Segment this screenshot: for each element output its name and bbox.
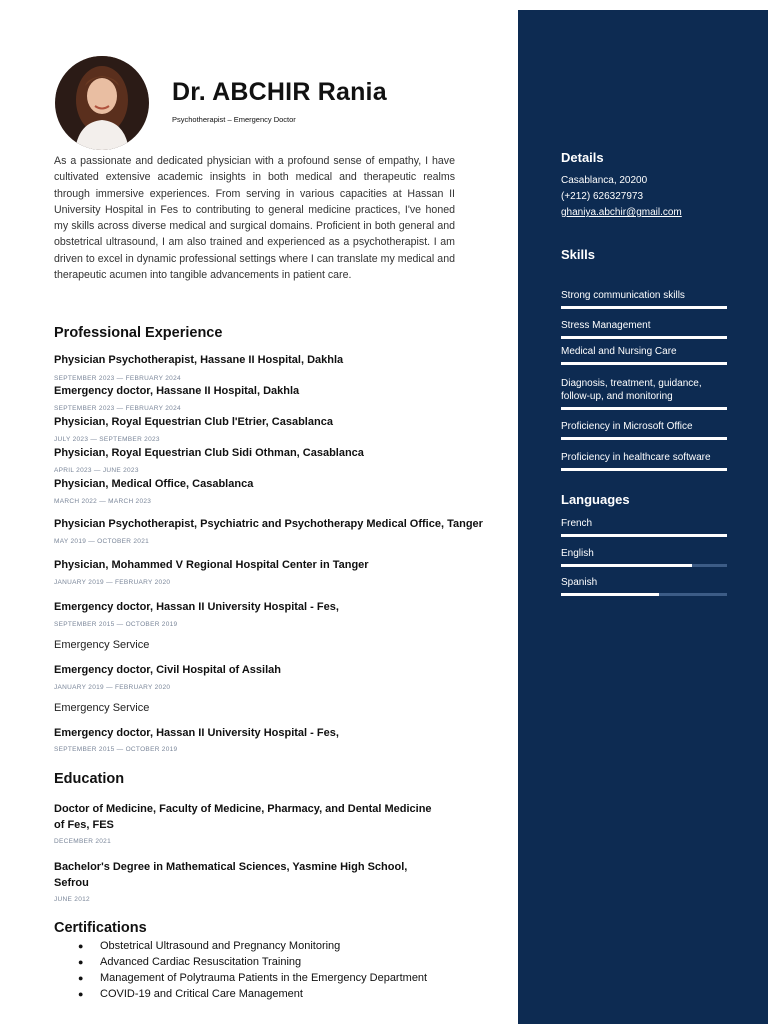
skill-label: Strong communication skills xyxy=(561,290,685,301)
skill-bar-fill xyxy=(561,336,727,339)
certification-label: Obstetrical Ultrasound and Pregnancy Monitoring xyxy=(100,940,341,952)
language-bar xyxy=(561,534,727,537)
job-title: Emergency doctor, Hassane II Hospital, Dakhla xyxy=(54,385,300,397)
skill-bar xyxy=(561,336,727,339)
details-heading: Details xyxy=(561,150,604,165)
job-dates: MARCH 2022 — MARCH 2023 xyxy=(54,498,152,505)
job-dates: MAY 2019 — OCTOBER 2021 xyxy=(54,538,150,545)
skill-bar-fill xyxy=(561,306,727,309)
job-dates: JANUARY 2019 — FEBRUARY 2020 xyxy=(54,579,171,586)
skill-label: Medical and Nursing Care xyxy=(561,346,677,357)
bullet-icon: ● xyxy=(78,957,84,967)
languages-heading: Languages xyxy=(561,492,630,507)
candidate-subtitle: Psychotherapist – Emergency Doctor xyxy=(172,115,296,124)
job-title: Physician, Mohammed V Regional Hospital Center in Tanger xyxy=(54,559,369,571)
language-item xyxy=(561,547,727,567)
job-dates: APRIL 2023 — JUNE 2023 xyxy=(54,467,139,474)
skills-heading: Skills xyxy=(561,247,595,262)
education-dates: JUNE 2012 xyxy=(54,896,90,903)
skill-bar-fill xyxy=(561,362,727,365)
skill-bar-fill xyxy=(561,407,727,410)
certifications-heading: Certifications xyxy=(54,920,147,936)
language-label: Spanish xyxy=(561,577,598,588)
list-item xyxy=(54,970,427,986)
job-title: Emergency doctor, Hassan II University Hospital - Fes, xyxy=(54,601,339,613)
skill-bar xyxy=(561,306,727,309)
experience-heading: Professional Experience xyxy=(54,325,223,341)
candidate-name: Dr. ABCHIR Rania xyxy=(172,78,387,106)
skill-bar xyxy=(561,362,727,365)
job-title: Emergency doctor, Civil Hospital of Assilah xyxy=(54,664,281,676)
skill-bar xyxy=(561,468,727,471)
job-dates: SEPTEMBER 2023 — FEBRUARY 2024 xyxy=(54,405,181,412)
skill-label: Diagnosis, treatment, guidance, follow-up, and monitoring xyxy=(561,378,702,402)
job-description: Emergency Service xyxy=(54,639,150,651)
skill-item xyxy=(561,420,727,440)
job-description: Emergency Service xyxy=(54,702,150,714)
skill-bar xyxy=(561,437,727,440)
education-heading: Education xyxy=(54,771,125,787)
skill-bar xyxy=(561,407,727,410)
language-bar-fill xyxy=(561,593,659,596)
skill-label: Stress Management xyxy=(561,320,651,331)
job-dates: JULY 2023 — SEPTEMBER 2023 xyxy=(54,436,160,443)
language-bar xyxy=(561,564,727,567)
language-item xyxy=(561,517,727,537)
job-dates: SEPTEMBER 2023 — FEBRUARY 2024 xyxy=(54,375,181,382)
skill-item xyxy=(561,377,727,410)
list-item xyxy=(54,938,427,954)
profile-summary: As a passionate and dedicated physician with a profound sense of empathy, I have cultivated extensive academic insights in both medical and therapeutic realms through immersive experiences. From serving in various capacities at Hassan II University Hospital in Fes to contributing to general medicine practices, I've honed my skills across diverse medical and surgical domains. Proficient in both general and obstetrical ultrasound, I am also trained and experienced as a psychotherapist. I am driven to excel in dynamic professional settings where I can translate my medical and therapeutic acumen into tangible advancements in patient care. xyxy=(54,155,455,282)
job-title: Physician Psychotherapist, Hassane II Hospital, Dakhla xyxy=(54,354,344,366)
skill-bar-fill xyxy=(561,437,727,440)
list-item xyxy=(54,954,427,970)
education-dates: DECEMBER 2021 xyxy=(54,838,112,845)
education-title: Bachelor's Degree in Mathematical Sciences, Yasmine High School, Sefrou xyxy=(54,861,408,889)
profile-photo xyxy=(55,56,149,150)
bullet-icon: ● xyxy=(78,941,84,951)
job-dates: SEPTEMBER 2015 — OCTOBER 2019 xyxy=(54,621,178,628)
language-label: French xyxy=(561,518,593,529)
job-title: Emergency doctor, Hassan II University Hospital - Fes, xyxy=(54,727,339,739)
bullet-icon: ● xyxy=(78,973,84,983)
language-item xyxy=(561,576,727,596)
language-bar-fill xyxy=(561,534,727,537)
language-bar xyxy=(561,593,727,596)
certification-label: Management of Polytrauma Patients in the Emergency Department xyxy=(100,972,428,984)
education-title: Doctor of Medicine, Faculty of Medicine, Pharmacy, and Dental Medicine of Fes, FES xyxy=(54,803,432,831)
job-title: Physician, Medical Office, Casablanca xyxy=(54,478,254,490)
job-title: Physician, Royal Equestrian Club Sidi Othman, Casablanca xyxy=(54,447,364,459)
job-title: Physician, Royal Equestrian Club l'Etrier, Casablanca xyxy=(54,416,333,428)
skill-item xyxy=(561,319,727,339)
job-dates: SEPTEMBER 2015 — OCTOBER 2019 xyxy=(54,746,178,753)
skill-item xyxy=(561,345,727,365)
list-item xyxy=(54,986,427,1002)
bullet-icon: ● xyxy=(78,989,84,999)
language-bar-fill xyxy=(561,564,692,567)
sidebar xyxy=(518,10,768,1024)
job-dates: JANUARY 2019 — FEBRUARY 2020 xyxy=(54,684,171,691)
address-text: Casablanca, 20200 xyxy=(561,175,648,186)
skill-item xyxy=(561,451,727,471)
skill-label: Proficiency in Microsoft Office xyxy=(561,421,693,432)
job-title: Physician Psychotherapist, Psychiatric and Psychotherapy Medical Office, Tanger xyxy=(54,518,483,530)
email-link[interactable]: ghaniya.abchir@gmail.com xyxy=(561,207,682,218)
certifications-list xyxy=(54,938,427,1002)
certification-label: COVID-19 and Critical Care Management xyxy=(100,988,303,1000)
skill-item xyxy=(561,289,727,309)
phone-text: (+212) 626327973 xyxy=(561,191,644,202)
skill-bar-fill xyxy=(561,468,727,471)
certification-label: Advanced Cardiac Resuscitation Training xyxy=(100,956,302,968)
skill-label: Proficiency in healthcare software xyxy=(561,452,711,463)
language-label: English xyxy=(561,548,594,559)
